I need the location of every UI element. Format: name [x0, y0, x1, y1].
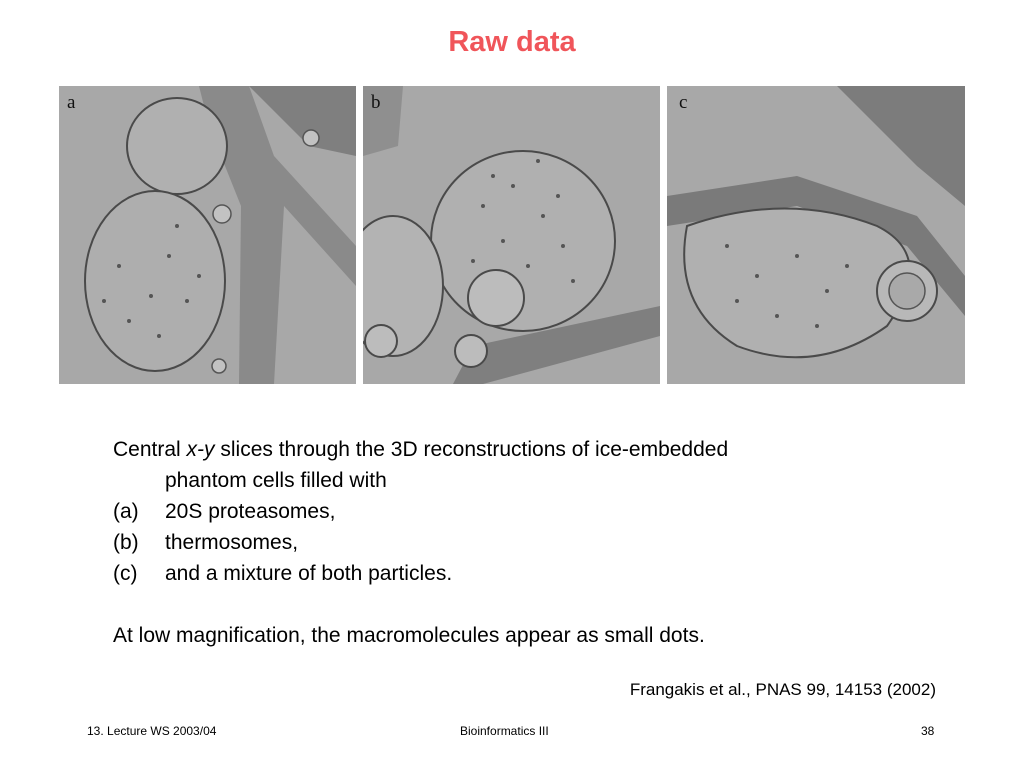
micrograph-panel-c: [667, 86, 965, 384]
panel-label-a: a: [67, 92, 76, 113]
footer-page-number: 38: [921, 724, 935, 738]
caption-text-italic: x-y: [186, 438, 215, 461]
micrograph-panel-b: [363, 86, 660, 384]
panel-label-b: b: [371, 92, 381, 113]
micrograph-c-image: [667, 86, 965, 384]
caption-text-post: slices through the 3D reconstructions of ice-embedded: [214, 438, 729, 461]
caption-text-pre: Central: [113, 438, 187, 461]
caption-item-text: and a mixture of both particles.: [165, 562, 453, 585]
caption-item: [113, 496, 893, 527]
footer-left: 13. Lecture WS 2003/04: [87, 724, 217, 738]
caption-item-mark: (c): [113, 562, 138, 585]
caption-line-2: phantom cells filled with: [165, 469, 387, 492]
caption-line-1: [113, 434, 893, 465]
micrograph-a-image: [59, 86, 356, 384]
micrograph-panel-a: [59, 86, 356, 384]
panel-label-c: c: [679, 92, 688, 113]
footer-center: Bioinformatics III: [460, 724, 549, 738]
citation: Frangakis et al., PNAS 99, 14153 (2002): [629, 680, 936, 699]
caption-item-text: 20S proteasomes,: [165, 500, 336, 523]
caption-spacer: [113, 589, 893, 620]
figure-caption: [113, 434, 893, 651]
slide-title: Raw data: [448, 26, 576, 58]
caption-item-text: thermosomes,: [165, 531, 299, 554]
caption-note: At low magnification, the macromolecules appear as small dots.: [113, 624, 705, 647]
caption-item: [113, 558, 893, 589]
micrograph-b-image: [363, 86, 660, 384]
caption-item-mark: (a): [113, 500, 139, 523]
caption-item-mark: (b): [113, 531, 139, 554]
caption-item: [113, 527, 893, 558]
